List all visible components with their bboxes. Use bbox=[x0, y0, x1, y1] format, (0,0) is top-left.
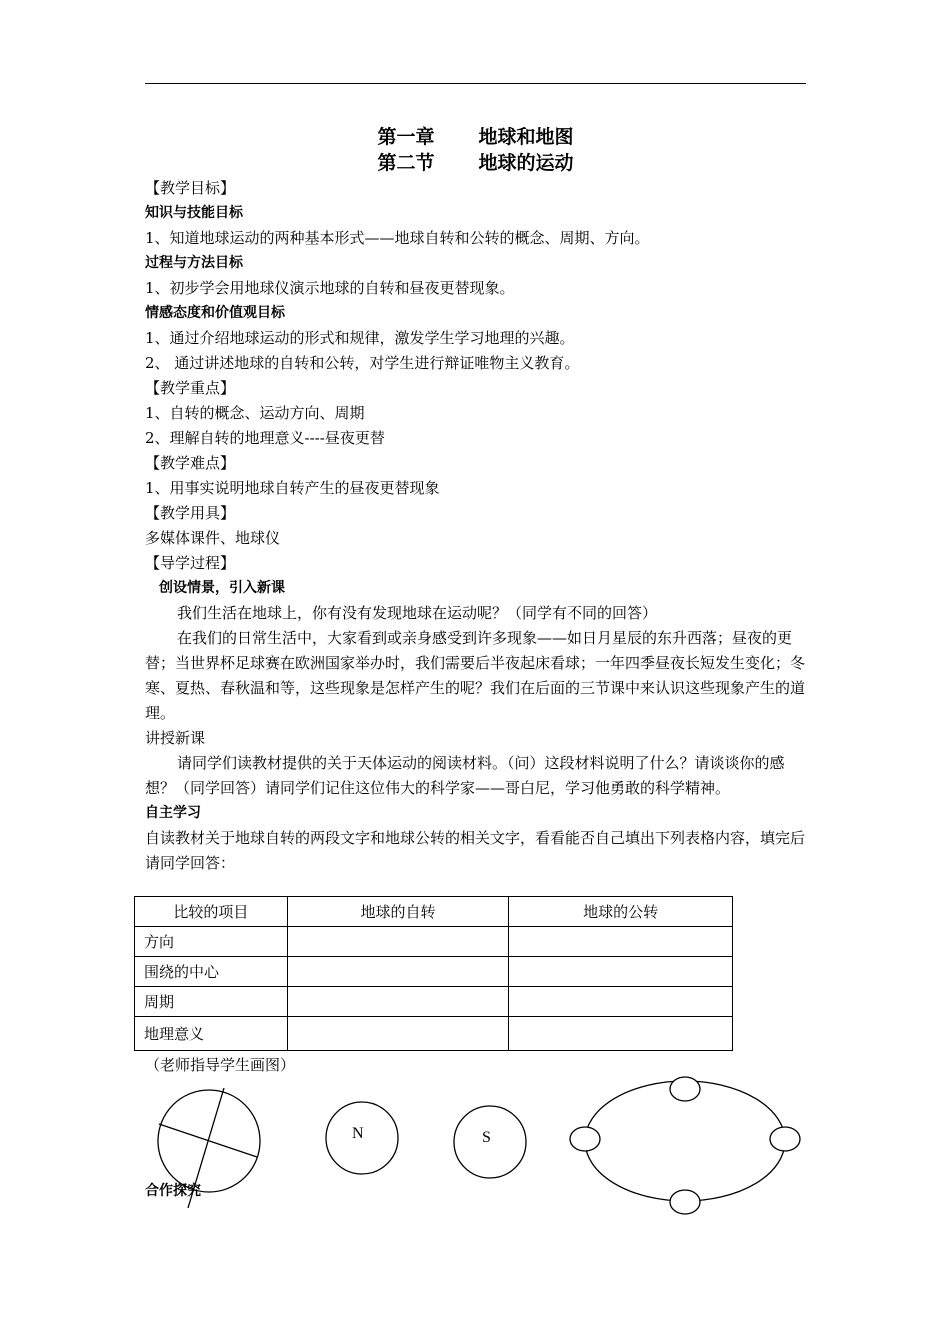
knowledge-goal-item: 1、知道地球运动的两种基本形式——地球自转和公转的概念、周期、方向。 bbox=[145, 229, 650, 247]
table-row-label: 周期 bbox=[135, 987, 288, 1017]
difficulty-item: 1、用事实说明地球自转产生的昼夜更替现象 bbox=[145, 479, 440, 497]
table-header-cell: 比较的项目 bbox=[135, 897, 288, 927]
table-header-cell: 地球的自转 bbox=[287, 897, 509, 927]
north-label: N bbox=[352, 1125, 364, 1142]
difficulties-heading: 【教学难点】 bbox=[145, 454, 236, 472]
key-point-item: 1、自转的概念、运动方向、周期 bbox=[145, 404, 365, 422]
objectives-heading: 【教学目标】 bbox=[145, 179, 236, 197]
process-goal-item: 1、初步学会用地球仪演示地球的自转和昼夜更替现象。 bbox=[145, 279, 515, 297]
intro-paragraph: 我们生活在地球上，你有没有发现地球在运动呢？（同学有不同的回答） bbox=[177, 604, 658, 622]
chapter-name: 地球和地图 bbox=[478, 126, 574, 148]
orbit-earth-right bbox=[770, 1127, 800, 1151]
lecture-title: 讲授新课 bbox=[145, 729, 206, 747]
cooperative-title: 合作探究 bbox=[145, 1183, 201, 1199]
process-heading: 【导学过程】 bbox=[145, 554, 236, 572]
section-name: 地球的运动 bbox=[478, 152, 574, 174]
emotion-goal-item: 1、通过介绍地球运动的形式和规律，激发学生学习地理的兴趣。 bbox=[145, 329, 575, 347]
table-row-label: 围绕的中心 bbox=[135, 957, 288, 987]
orbit-earth-bottom bbox=[670, 1190, 700, 1214]
key-points-heading: 【教学重点】 bbox=[145, 379, 236, 397]
knowledge-goal-title: 知识与技能目标 bbox=[145, 205, 243, 221]
south-label: S bbox=[482, 1129, 491, 1146]
section-label: 第二节 bbox=[377, 152, 435, 174]
emotion-goal-item: 2、 通过讲述地球的自转和公转，对学生进行辩证唯物主义教育。 bbox=[145, 354, 580, 372]
tools-text: 多媒体课件、地球仪 bbox=[145, 529, 281, 547]
drawing-note: （老师指导学生画图） bbox=[145, 1056, 296, 1074]
lecture-paragraph: 请同学们读教材提供的关于天体运动的阅读材料。（问）这段材料说明了什么？请谈谈你的感想？（同学回答）请同学们记住这位伟大的科学家——哥白尼，学习他勇敢的科学精神。 bbox=[145, 754, 785, 797]
intro-title: 创设情景，引入新课 bbox=[159, 580, 285, 596]
table-row-label: 方向 bbox=[135, 927, 288, 957]
orbit-earth-top bbox=[670, 1077, 700, 1101]
process-goal-title: 过程与方法目标 bbox=[145, 255, 243, 271]
emotion-goal-title: 情感态度和价值观目标 bbox=[145, 305, 285, 321]
orbit-earth-left bbox=[570, 1127, 600, 1151]
chapter-label: 第一章 bbox=[377, 126, 435, 148]
tools-heading: 【教学用具】 bbox=[145, 504, 236, 522]
self-study-paragraph: 自读教材关于地球自转的两段文字和地球公转的相关文字，看看能否自己填出下列表格内容，填完后请同学回答： bbox=[145, 829, 806, 872]
key-point-item: 2、理解自转的地理意义----昼夜更替 bbox=[145, 429, 385, 447]
intro-paragraph: 在我们的日常生活中，大家看到或亲身感受到许多现象——如日月星辰的东升西落；昼夜的更替；当世界杯足球赛在欧洲国家举办时，我们需要后半夜起床看球；一年四季昼夜长短发生变化；冬寒、夏热、春秋温和等，这些现象是怎样产生的呢？我们在后面的三节课中来认识这些现象产生的道理。 bbox=[145, 629, 806, 722]
table-row-label: 地理意义 bbox=[135, 1017, 288, 1051]
self-study-title: 自主学习 bbox=[145, 805, 201, 821]
table-header-cell: 地球的公转 bbox=[509, 897, 733, 927]
